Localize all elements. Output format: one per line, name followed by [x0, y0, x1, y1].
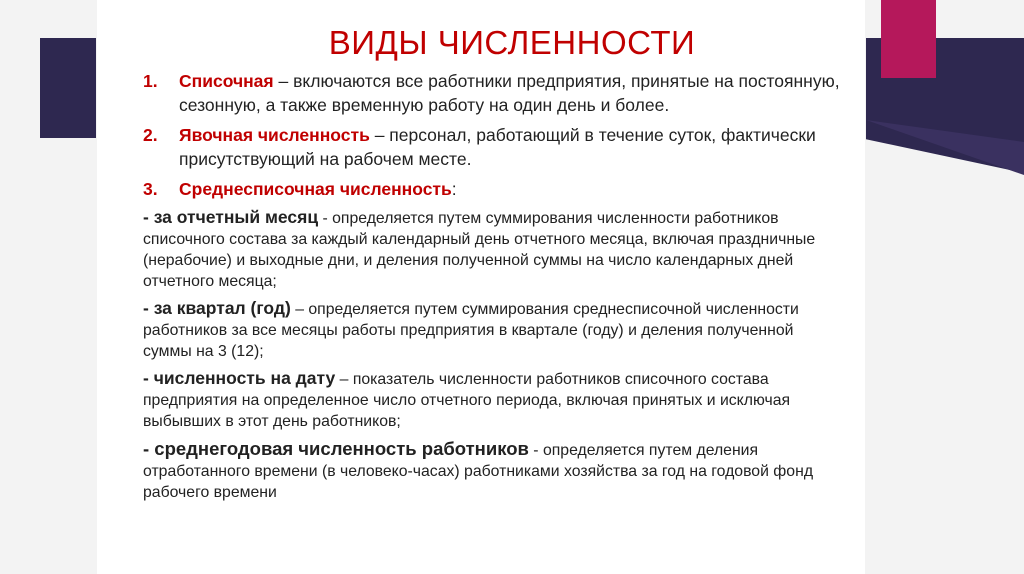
definition-item — [143, 207, 843, 292]
item-text: – персонал, работающий в течение суток, фактически присутствующий на рабочем месте. — [179, 125, 816, 169]
definition-item — [143, 438, 843, 503]
list-item — [143, 177, 843, 201]
item-number: 3. — [143, 179, 158, 199]
definition-text: - определяется путем деления отработанного времени (в человеко-часах) работниками хозяйства за год на годовой фонд рабочего времени — [143, 442, 814, 501]
item-term: Явочная численность — [179, 125, 370, 145]
item-text: : — [451, 179, 457, 199]
definition-text: - определяется путем суммирования численности работников списочного состава за каждый календарный день отчетного месяца, включая праздничные (нерабочие) и выходные дни, и деления полученной суммы на число календарных дней отчетного месяца; — [143, 210, 816, 290]
slide-content — [143, 69, 843, 509]
item-number: 2. — [143, 125, 158, 145]
definition-term: за квартал (год) — [153, 298, 291, 318]
item-term: Среднесписочная численность — [179, 179, 452, 199]
list-item — [143, 69, 843, 117]
definition-term: за отчетный месяц — [153, 207, 319, 227]
item-term: Списочная — [179, 71, 274, 91]
definition-prefix: - — [143, 298, 154, 318]
list-item — [143, 123, 843, 171]
definition-item — [143, 298, 843, 362]
definition-prefix: - — [143, 368, 154, 388]
definition-prefix: - — [143, 207, 154, 227]
definition-item — [143, 368, 843, 432]
definition-term: - среднегодовая численность работников — [143, 438, 529, 459]
item-text: – включаются все работники предприятия, принятые на постоянную, сезонную, а также временную работу на один день и более. — [179, 71, 840, 115]
definition-term: численность на дату — [153, 368, 336, 388]
item-number: 1. — [143, 71, 158, 91]
slide-title: ВИДЫ ЧИСЛЕННОСТИ — [328, 24, 696, 61]
definition-text: – определяется путем суммирования среднесписочной численности работников за все месяцы работы предприятия в квартале (году) и деления полученной суммы на 3 (12); — [143, 301, 799, 360]
definition-text: – показатель численности работников списочного состава предприятия на определенное число отчетного периода, включая принятых и исключая выбывших в этот день работников; — [143, 371, 791, 430]
